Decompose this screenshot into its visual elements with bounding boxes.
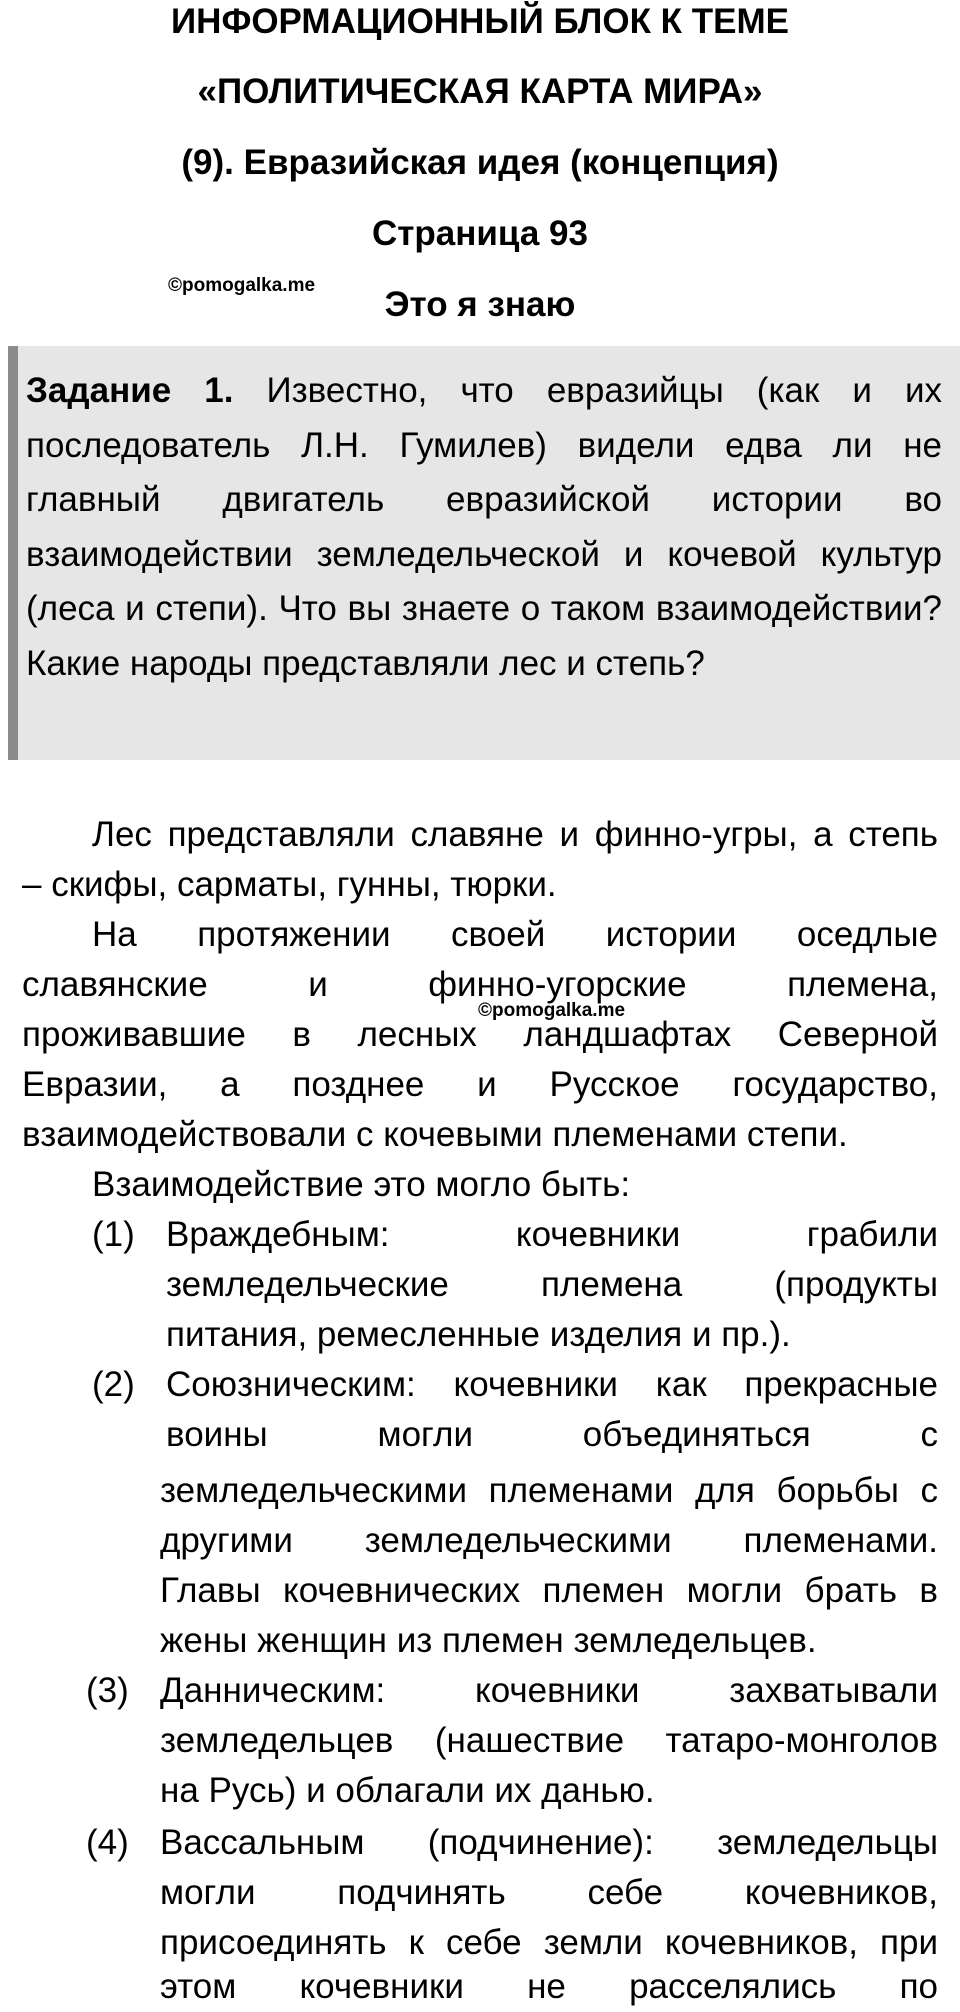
answer-p3: Взаимодействие это могло быть: [92,1165,631,1204]
section-title: Это я знаю [384,285,576,324]
list-item-1-line-3: питания, ремесленные изделия и пр.). [166,1315,791,1354]
list-item-2-line-1: Союзническим: кочевники как прекрасные [166,1365,938,1404]
list-item-2-line-4: другими земледельческими племенами. [160,1521,938,1560]
list-item-3-line-1: Данническим: кочевники захватывали [160,1671,938,1710]
answer-p2-line-1: На протяжении своей истории оседлые [92,915,938,954]
list-item-4-line-4: этом кочевники не расселялись по [160,1967,938,2006]
answer-p2-line-5: взаимодействовали с кочевыми племенами степи. [22,1115,848,1154]
answer-p2-line-2: славянские и финно-угорские племена, [22,965,938,1004]
answer-p1-line-1: Лес представляли славяне и финно-угры, а степь [92,815,938,854]
list-item-3-line-2: земледельцев (нашествие татаро-монголов [160,1721,938,1760]
answer-p2-line-3: проживавшие в лесных ландшафтах Северной [22,1015,938,1054]
list-item-2-line-2: воины могли объединяться с [166,1415,938,1454]
list-item-1-line-2: земледельческие племена (продукты [166,1265,938,1304]
list-item-2-line-6: жены женщин из племен земледельцев. [160,1621,817,1660]
answer-p2-line-4: Евразии, а позднее и Русское государство, [22,1065,938,1104]
list-item-number-4: (4) [86,1823,129,1862]
task-text [26,364,942,691]
header-title-line-2: «ПОЛИТИЧЕСКАЯ КАРТА МИРА» [197,72,763,111]
watermark-middle: ©pomogalka.me [478,1000,626,1021]
list-item-2-line-3: земледельческими племенами для борьбы с [160,1471,938,1510]
list-item-3-line-3: на Русь) и облагали их данью. [160,1771,655,1810]
answer-p1-line-2: – скифы, сарматы, гунны, тюрки. [22,865,557,904]
task-question: Известно, что евразийцы (как и их последователь Л.Н. Гумилев) видели едва ли не главный двигатель евразийской истории во взаимодействии земледельческой и кочевой культур (леса и степи). Что вы знаете о таком взаимодействии? Какие народы представляли лес и степь? [26,371,943,683]
list-item-1-line-1: Враждебным: кочевники грабили [166,1215,938,1254]
list-item-number-1: (1) [92,1215,135,1254]
task-label: Задание 1. [26,371,234,410]
list-item-4-line-3: присоединять к себе земли кочевников, при [160,1923,938,1962]
page-number: Страница 93 [372,214,588,253]
list-item-4-line-1: Вассальным (подчинение): земледельцы [160,1823,938,1862]
header-title-line-1: ИНФОРМАЦИОННЫЙ БЛОК К ТЕМЕ [171,2,789,41]
list-item-4-line-2: могли подчинять себе кочевников, [160,1873,938,1912]
list-item-number-2: (2) [92,1365,135,1404]
list-item-2-line-5: Главы кочевнических племен могли брать в [160,1571,938,1610]
list-item-number-3: (3) [86,1671,129,1710]
header-subtitle: (9). Евразийская идея (концепция) [181,143,779,182]
watermark-top: ©pomogalka.me [168,275,316,296]
